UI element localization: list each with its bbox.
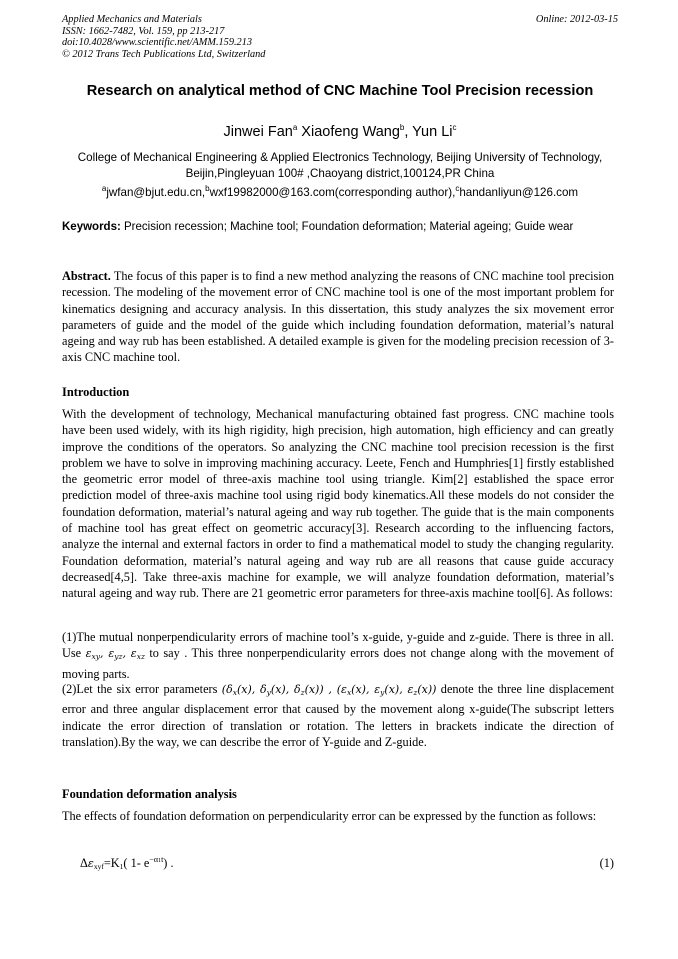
author-mark: c	[452, 123, 457, 133]
email-mark: b	[205, 184, 210, 194]
email-mark: c	[455, 184, 460, 194]
author-name: Jinwei Fan	[223, 124, 293, 140]
author-mark: a	[292, 123, 298, 133]
foundation-heading: Foundation deformation analysis	[62, 787, 237, 801]
error-parameter-formula: ($\delta_x(x)$, $\delta_y(x)$, $\delta_z(x)$) , ($\varepsilon_x(x)$, $\varepsilon_y(x)$, $\varepsilon_z(x)$)	[221, 683, 437, 697]
doi-line: doi:10.4028/www.scientific.net/AMM.159.213	[62, 37, 252, 49]
email-address[interactable]: jwfan@bjut.edu.cn,	[106, 186, 206, 199]
journal-header	[62, 14, 618, 60]
email-mark: a	[101, 184, 107, 194]
list-item-text: (1)The mutual nonperpendicularity errors of machine tool’s x-guide, y-guide and z-guide. There is three in all. Use	[62, 630, 614, 661]
keywords-text: Precision recession; Machine tool; Foundation deformation; Material ageing; Guide wear	[120, 221, 574, 233]
paper-title: Research on analytical method of CNC Machine Tool Precision recession	[86, 83, 594, 99]
list-item	[62, 681, 614, 750]
equation-number: (1)	[599, 856, 614, 870]
equation-formula: $\Delta\varepsilon_{xyf}=K_1$( 1- $e^{-\alpha 1t}$) .	[80, 854, 174, 871]
author-list	[62, 123, 618, 141]
introduction-heading: Introduction	[62, 385, 130, 399]
author-mark: b	[399, 123, 405, 133]
online-date: Online: 2012-03-15	[535, 14, 618, 25]
epsilon-symbols: $\varepsilon_{xy}$, $\varepsilon_{yz}$, $\varepsilon_{xz}$	[85, 647, 145, 662]
list-item	[62, 629, 614, 682]
author-name: Xiaofeng Wang	[297, 124, 400, 140]
affiliation: College of Mechanical Engineering & Applied Electronics Technology, Beijing University of Technology, Beijin,Pingleyuan 100# ,Chaoyang district,100124,PR China	[77, 151, 603, 180]
list-item-text: to say . This three nonperpendicularity errors does not change along with the movement of moving parts.	[62, 646, 614, 681]
author-name: , Yun Li	[404, 124, 453, 140]
copyright-line: © 2012 Trans Tech Publications Ltd, Switzerland	[62, 48, 266, 60]
abstract-label: Abstract.	[62, 269, 111, 283]
journal-name: Applied Mechanics and Materials	[62, 14, 202, 25]
email-address[interactable]: wxf19982000@163.com(corresponding author),	[209, 186, 456, 199]
abstract-text: The focus of this paper is to find a new method analyzing the reasons of CNC machine tool precision recession. The modeling of the movement error of CNC machine tool is one of the most important problem for kinematics designing and accuracy analysis. In this dissertation, this study analyzes the six movement error parameters of guide and the model of the guide which including foundation deformation, material’s natural ageing and way rub has been established. A detailed example is given for the modeling precision recession of 3-axis CNC machine tool.	[62, 269, 614, 365]
email-list	[62, 185, 618, 200]
abstract	[62, 268, 614, 366]
keywords-label: Keywords:	[62, 221, 121, 233]
foundation-text: The effects of foundation deformation on perpendicularity error can be expressed by the function as follows:	[62, 809, 597, 823]
issn-line: ISSN: 1662-7482, Vol. 159, pp 213-217	[62, 25, 225, 37]
list-item-text: (2)Let the six error parameters	[62, 682, 222, 696]
email-address[interactable]: handanliyun@126.com	[459, 186, 579, 199]
keywords	[62, 220, 614, 235]
list-item-text: denote the three line displacement error and three angular displacement error that caused by the movement along x-guide(The subscript letters indicate the error direction of translation or rotation. The letters in brackets indicate the direction of translation).By the way, we can describe the error of Y-guide and Z-guide.	[62, 682, 614, 749]
introduction-text: With the development of technology, Mechanical manufacturing obtained fast progress. CNC machine tools have been used widely, with its high rigidity, high precision, high automation, high efficiency and can greatly improve the conditions of the operators. So analyzing the CNC machine tool precision recession is the first problem we have to solve in improving machining accuracy. Leete, Fench and Humphries[1] firstly established the geometric error model of three-axis machine tool using triangle. Kim[2] established the space error prediction model of three-axis machine tool using rigid body kinematics.All these models do not consider the foundation deformation, material’s natural ageing and way rub together. The guide that is the main components of machine tool has great effect on geometric accuracy[3]. Research according to the influencing factors, analyze the internal and external factors in order to find a mathematical model to study the changing regularity. Foundation deformation, material’s natural ageing and way rub are all reasons that cause guide accuracy decreased[4,5]. Take three-axis machine for example, we will analyze foundation deformation, material’s natural ageing and way rub. There are 21 geometric error parameters for three-axis machine tool[6]. As follows:	[62, 407, 614, 601]
